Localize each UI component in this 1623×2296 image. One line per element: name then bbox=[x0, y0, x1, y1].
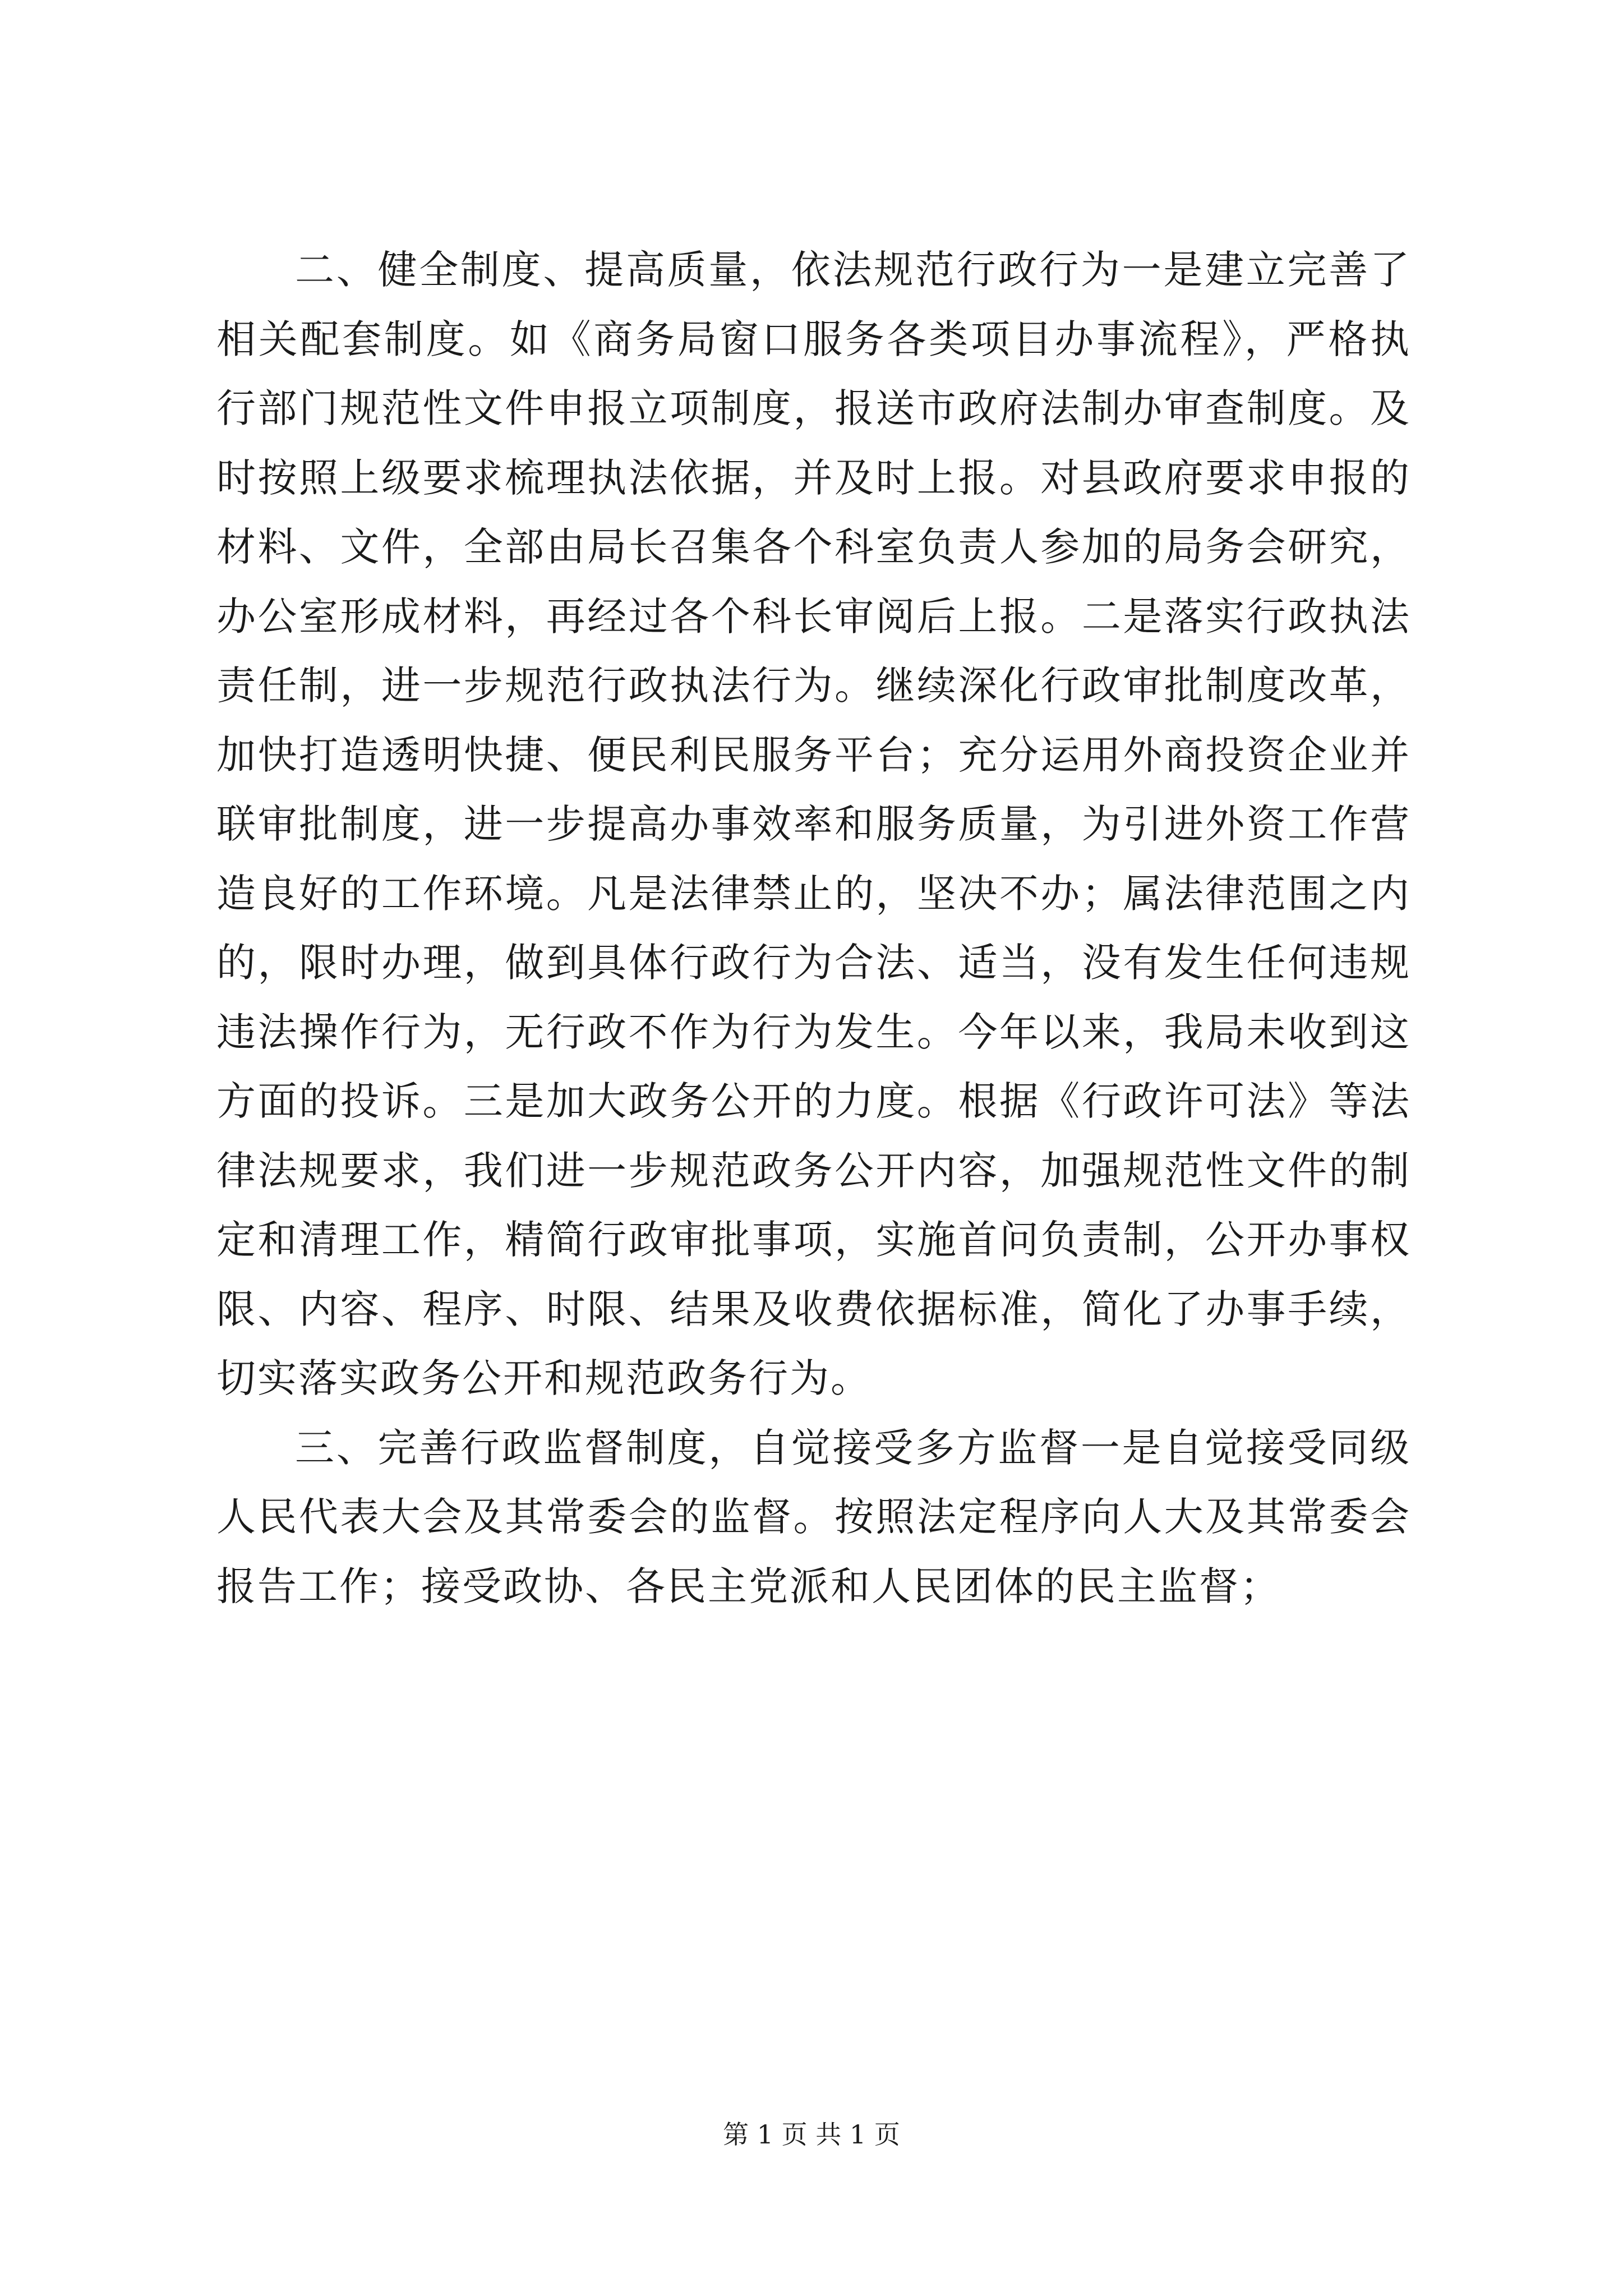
page-footer: 第 1 页 共 1 页 bbox=[723, 2119, 900, 2150]
paragraph-section-two: 二、健全制度、提高质量，依法规范行政行为一是建立完善了相关配套制度。如《商务局窗口服务各类项目办事流程》，严格执行部门规范性文件申报立项制度，报送市政府法制办审查制度。及时按照上级要求梳理执法依据，并及时上报。对县政府要求申报的材料、文件，全部由局长召集各个科室负责人参加的局务会研究，办公室形成材料，再经过各个科长审阅后上报。二是落实行政执法责任制，进一步规范行政执法行为。继续深化行政审批制度改革，加快打造透明快捷、便民利民服务平台；充分运用外商投资企业并联审批制度，进一步提高办事效率和服务质量，为引进外资工作营造良好的工作环境。凡是法律禁止的，坚决不办；属法律范围之内的，限时办理，做到具体行政行为合法、适当，没有发生任何违规违法操作行为，无行政不作为行为发生。今年以来，我局未收到这方面的投诉。三是加大政务公开的力度。根据《行政许可法》等法律法规要求，我们进一步规范政务公开内容，加强规范性文件的制定和清理工作，精简行政审批事项，实施首问负责制，公开办事权限、内容、程序、时限、结果及收费依据标准，简化了办事手续，切实落实政务公开和规范政务行为。 bbox=[216, 247, 1411, 1401]
paragraph-section-three: 三、完善行政监督制度，自觉接受多方监督一是自觉接受同级人民代表大会及其常委会的监督。按照法定程序向人大及其常委会报告工作；接受政协、各民主党派和人民团体的民主监督； bbox=[216, 1424, 1411, 1609]
document-body bbox=[216, 236, 1411, 1621]
